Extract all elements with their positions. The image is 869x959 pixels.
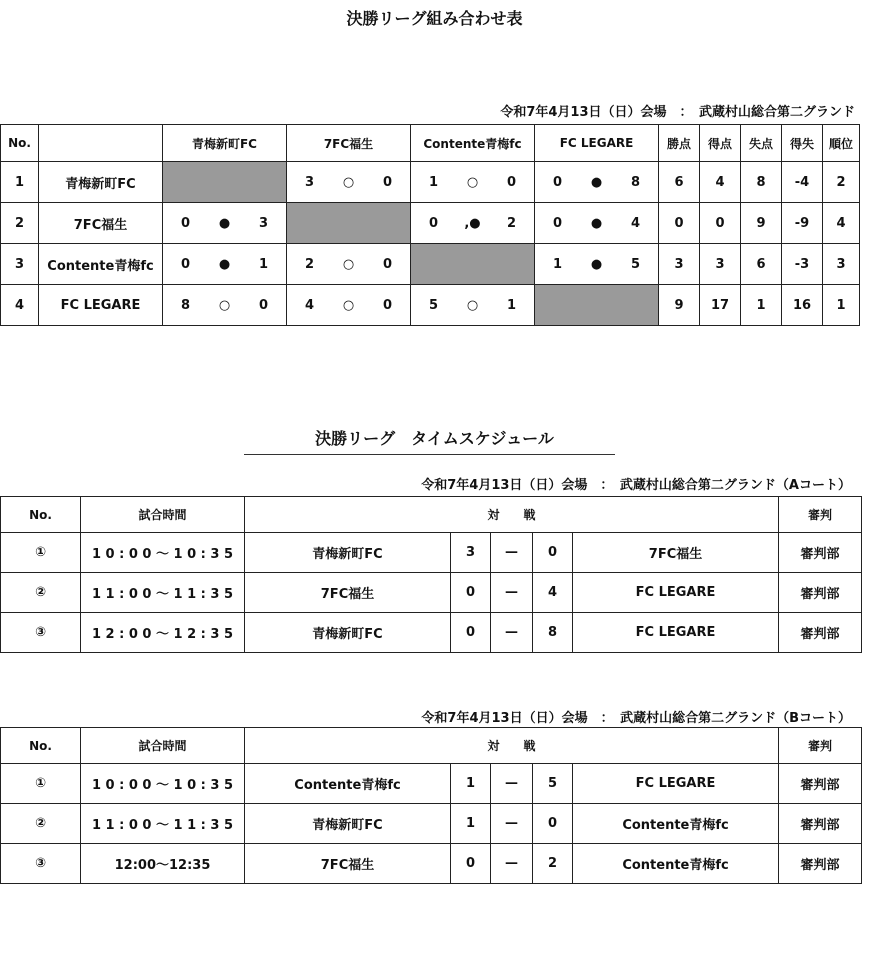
- schedule-row: [1, 533, 862, 573]
- match-score: [411, 175, 534, 190]
- referee: 審判部: [779, 804, 862, 844]
- league-row: [1, 285, 860, 326]
- schedule-row: [1, 613, 862, 653]
- match-score: [163, 298, 286, 313]
- home-team: Contente青梅fc: [245, 764, 451, 804]
- self-match-cell: [163, 162, 287, 203]
- row-no: 2: [1, 203, 39, 244]
- home-team: 青梅新町FC: [245, 804, 451, 844]
- match-result: [535, 244, 659, 285]
- referee: 審判部: [779, 533, 862, 573]
- score-for: 5: [429, 297, 439, 313]
- home-score: 1: [451, 804, 491, 844]
- match-no: ①: [1, 764, 81, 804]
- row-no: 4: [1, 285, 39, 326]
- rank: 3: [823, 244, 860, 285]
- schedule-b-table: [0, 727, 862, 884]
- header-referee: 審判: [779, 497, 862, 533]
- goals-for: 3: [700, 244, 741, 285]
- self-match-cell: [287, 203, 411, 244]
- header-win-points: 勝点: [659, 125, 700, 162]
- score-against: 5: [630, 256, 640, 272]
- match-result: [163, 244, 287, 285]
- score-against: 0: [382, 297, 392, 313]
- score-for: 0: [553, 215, 563, 231]
- home-score: 3: [451, 533, 491, 573]
- rank: 2: [823, 162, 860, 203]
- match-score: [163, 257, 286, 272]
- score-against: 0: [258, 297, 268, 313]
- score-for: 2: [305, 256, 315, 272]
- match-no: ③: [1, 844, 81, 884]
- match-result: [535, 162, 659, 203]
- goal-diff: -4: [782, 162, 823, 203]
- header-goal-diff: 得失: [782, 125, 823, 162]
- result-mark: ○: [218, 297, 231, 313]
- goals-against: 6: [741, 244, 782, 285]
- home-team: 7FC福生: [245, 844, 451, 884]
- schedule-a-table: [0, 496, 862, 653]
- score-against: 2: [506, 215, 516, 231]
- score-for: 0: [181, 256, 191, 272]
- schedule-b-venue: 令和7年4月13日（日）会場 ： 武蔵村山総合第二グランド（Bコート）: [421, 711, 851, 726]
- score-against: 8: [630, 174, 640, 190]
- referee: 審判部: [779, 573, 862, 613]
- score-for: 0: [429, 215, 439, 231]
- goals-for: 17: [700, 285, 741, 326]
- schedule-header-row: [1, 497, 862, 533]
- score-separator: —: [491, 533, 533, 573]
- score-for: 0: [553, 174, 563, 190]
- header-match: 対 戦: [245, 497, 779, 533]
- score-for: 4: [305, 297, 315, 313]
- match-result: [411, 203, 535, 244]
- goals-against: 1: [741, 285, 782, 326]
- match-result: [287, 162, 411, 203]
- away-team: FC LEGARE: [573, 764, 779, 804]
- home-score: 0: [451, 844, 491, 884]
- header-team: 青梅新町FC: [163, 125, 287, 162]
- match-score: [287, 257, 410, 272]
- result-mark: ●: [218, 256, 231, 272]
- match-result: [535, 203, 659, 244]
- away-score: 4: [533, 573, 573, 613]
- league-row: [1, 162, 860, 203]
- home-team: 青梅新町FC: [245, 533, 451, 573]
- away-team: Contente青梅fc: [573, 804, 779, 844]
- away-team: Contente青梅fc: [573, 844, 779, 884]
- score-separator: —: [491, 573, 533, 613]
- home-team: 青梅新町FC: [245, 613, 451, 653]
- match-no: ③: [1, 613, 81, 653]
- league-row: [1, 244, 860, 285]
- row-team: FC LEGARE: [39, 285, 163, 326]
- result-mark: ○: [466, 174, 479, 190]
- score-for: 0: [181, 215, 191, 231]
- goals-against: 9: [741, 203, 782, 244]
- score-against: 1: [506, 297, 516, 313]
- score-for: 1: [429, 174, 439, 190]
- away-score: 0: [533, 804, 573, 844]
- header-rank: 順位: [823, 125, 860, 162]
- away-score: 5: [533, 764, 573, 804]
- match-result: [411, 285, 535, 326]
- row-no: 1: [1, 162, 39, 203]
- schedule-row: [1, 844, 862, 884]
- league-table: [0, 124, 860, 326]
- score-against: 3: [258, 215, 268, 231]
- header-blank: [39, 125, 163, 162]
- result-mark: ○: [466, 297, 479, 313]
- result-mark: ●: [590, 174, 603, 190]
- league-venue: 令和7年4月13日（日）会場 ： 武蔵村山総合第二グランド: [500, 105, 855, 120]
- header-no: No.: [1, 728, 81, 764]
- match-no: ②: [1, 573, 81, 613]
- win-points: 6: [659, 162, 700, 203]
- header-goals-for: 得点: [700, 125, 741, 162]
- schedule-a-venue: 令和7年4月13日（日）会場 ： 武蔵村山総合第二グランド（Aコート）: [421, 478, 851, 493]
- match-time: 1 0 : 0 0 〜 1 0 : 3 5: [81, 764, 245, 804]
- away-team: 7FC福生: [573, 533, 779, 573]
- goals-for: 0: [700, 203, 741, 244]
- referee: 審判部: [779, 764, 862, 804]
- win-points: 0: [659, 203, 700, 244]
- referee: 審判部: [779, 844, 862, 884]
- score-for: 3: [305, 174, 315, 190]
- schedule-row: [1, 764, 862, 804]
- score-against: 0: [382, 174, 392, 190]
- score-for: 8: [181, 297, 191, 313]
- score-against: 0: [382, 256, 392, 272]
- header-team: 7FC福生: [287, 125, 411, 162]
- header-no: No.: [1, 497, 81, 533]
- row-team: Contente青梅fc: [39, 244, 163, 285]
- result-mark: ●: [590, 215, 603, 231]
- rank: 1: [823, 285, 860, 326]
- schedule-header-row: [1, 728, 862, 764]
- match-no: ①: [1, 533, 81, 573]
- match-score: [411, 216, 534, 231]
- away-score: 0: [533, 533, 573, 573]
- self-match-cell: [535, 285, 659, 326]
- match-score: [287, 298, 410, 313]
- row-team: 青梅新町FC: [39, 162, 163, 203]
- schedule-row: [1, 804, 862, 844]
- header-time: 試合時間: [81, 728, 245, 764]
- score-separator: —: [491, 844, 533, 884]
- match-no: ②: [1, 804, 81, 844]
- header-goals-against: 失点: [741, 125, 782, 162]
- result-mark: ●: [590, 256, 603, 272]
- result-mark: ●: [218, 215, 231, 231]
- result-mark: ○: [342, 297, 355, 313]
- match-time: 12:00〜12:35: [81, 844, 245, 884]
- schedule-title-underline: [244, 454, 615, 455]
- match-score: [535, 216, 658, 231]
- schedule-row: [1, 573, 862, 613]
- score-separator: —: [491, 613, 533, 653]
- score-separator: —: [491, 764, 533, 804]
- win-points: 9: [659, 285, 700, 326]
- header-referee: 審判: [779, 728, 862, 764]
- match-score: [535, 175, 658, 190]
- home-score: 0: [451, 613, 491, 653]
- header-no: No.: [1, 125, 39, 162]
- match-result: [163, 203, 287, 244]
- goal-diff: -9: [782, 203, 823, 244]
- match-time: 1 2 : 0 0 〜 1 2 : 3 5: [81, 613, 245, 653]
- score-against: 1: [258, 256, 268, 272]
- home-team: 7FC福生: [245, 573, 451, 613]
- goal-diff: 16: [782, 285, 823, 326]
- away-score: 2: [533, 844, 573, 884]
- match-result: [287, 285, 411, 326]
- goals-against: 8: [741, 162, 782, 203]
- row-no: 3: [1, 244, 39, 285]
- goal-diff: -3: [782, 244, 823, 285]
- match-score: [535, 257, 658, 272]
- win-points: 3: [659, 244, 700, 285]
- score-separator: —: [491, 804, 533, 844]
- match-score: [163, 216, 286, 231]
- header-team: Contente青梅fc: [411, 125, 535, 162]
- match-result: [411, 162, 535, 203]
- league-row: [1, 203, 860, 244]
- away-team: FC LEGARE: [573, 613, 779, 653]
- away-score: 8: [533, 613, 573, 653]
- result-mark: ○: [342, 174, 355, 190]
- schedule-title: 決勝リーグ タイムスケジュール: [315, 429, 554, 448]
- score-against: 0: [506, 174, 516, 190]
- home-score: 0: [451, 573, 491, 613]
- match-time: 1 0 : 0 0 〜 1 0 : 3 5: [81, 533, 245, 573]
- referee: 審判部: [779, 613, 862, 653]
- match-result: [287, 244, 411, 285]
- header-team: FC LEGARE: [535, 125, 659, 162]
- rank: 4: [823, 203, 860, 244]
- league-header-row: [1, 125, 860, 162]
- row-team: 7FC福生: [39, 203, 163, 244]
- goals-for: 4: [700, 162, 741, 203]
- result-mark: ,●: [464, 215, 481, 231]
- result-mark: ○: [342, 256, 355, 272]
- score-against: 4: [630, 215, 640, 231]
- match-time: 1 1 : 0 0 〜 1 1 : 3 5: [81, 573, 245, 613]
- match-score: [411, 298, 534, 313]
- header-time: 試合時間: [81, 497, 245, 533]
- match-result: [163, 285, 287, 326]
- score-for: 1: [553, 256, 563, 272]
- away-team: FC LEGARE: [573, 573, 779, 613]
- self-match-cell: [411, 244, 535, 285]
- page-title: 決勝リーグ組み合わせ表: [346, 9, 523, 28]
- match-time: 1 1 : 0 0 〜 1 1 : 3 5: [81, 804, 245, 844]
- home-score: 1: [451, 764, 491, 804]
- match-score: [287, 175, 410, 190]
- header-match: 対 戦: [245, 728, 779, 764]
